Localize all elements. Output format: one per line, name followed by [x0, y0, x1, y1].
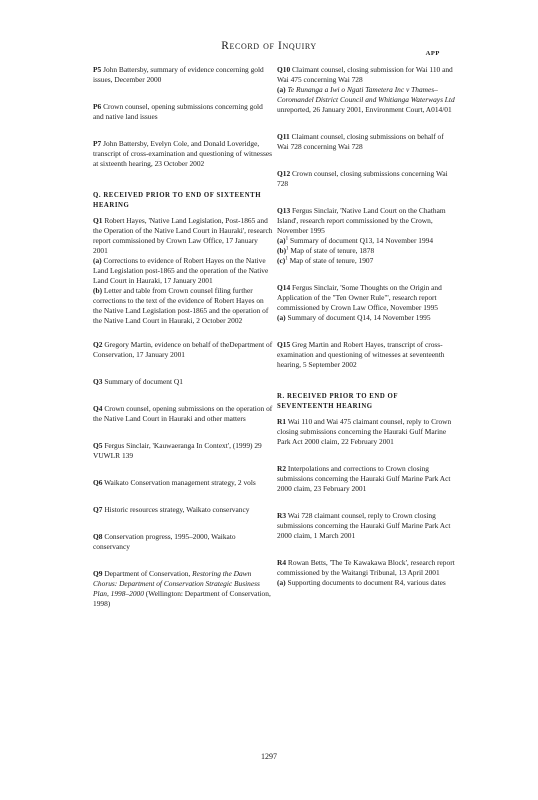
case-name-italic: Te Runanga a Iwi o Ngati Tametera Inc v Thames–Coromandel District Council and Whitianga Waterways Ltd — [277, 85, 455, 104]
sub-entry-text: Map of state of tenure, 1907 — [289, 256, 374, 265]
entry-text: Crown counsel, opening submissions on the operation of the Native Land Court in Hauraki and other matters — [93, 404, 273, 423]
sub-entry-text: Summary of document Q13, 14 November 1994 — [289, 236, 434, 245]
sub-label: (c) — [277, 256, 286, 265]
sub-entry-text: Map of state of tenure, 1878 — [290, 246, 375, 255]
entry-number: Q7 — [93, 505, 103, 514]
sub-label: (a) — [93, 256, 102, 265]
entry-text: Rowan Betts, 'The Te Kawakawa Block', research report commissioned by the Waitangi Tribunal, 13 April 2001 — [277, 558, 455, 577]
entry-text: Fergus Sinclair, 'Kauwaeranga In Context', (1999) 29 VUWLR 139 — [93, 441, 262, 460]
sub-label: (a) — [277, 313, 286, 322]
page-header-tag: APP — [425, 50, 440, 57]
entry-text: Interpolations and corrections to Crown closing submissions concerning the Hauraki Gulf Marine Park Act 2000 claim, 23 February 2001 — [277, 464, 451, 493]
section-heading-r: R. RECEIVED PRIOR TO END OF SEVENTEENTH HEARING — [277, 393, 398, 410]
page-header-title: Record of Inquiry — [221, 40, 317, 52]
entry-text: Crown counsel, closing submissions concerning Wai 728 — [277, 169, 448, 188]
entry-q2 — [93, 340, 273, 360]
entry-number: R4 — [277, 558, 287, 567]
entry-p5 — [93, 65, 273, 85]
entry-number: Q11 — [277, 132, 290, 141]
sub-entry-text: Summary of document Q14, 14 November 1995 — [287, 313, 431, 322]
entry-r2 — [277, 464, 457, 494]
entry-number: R3 — [277, 511, 287, 520]
entry-number: Q1 — [93, 216, 103, 225]
entry-text: Claimant counsel, closing submissions on behalf of Wai 728 concerning Wai 728 — [277, 132, 444, 151]
entry-number: P7 — [93, 139, 102, 148]
entry-q13 — [277, 206, 457, 266]
sub-label: (b) — [93, 286, 103, 295]
entry-q4 — [93, 404, 273, 424]
entry-r1 — [277, 417, 457, 447]
footnote-marker: 1 — [286, 246, 289, 252]
entry-number: Q12 — [277, 169, 291, 178]
entry-number: Q3 — [93, 377, 103, 386]
entry-text: Conservation progress, 1995–2000, Waikato conservancy — [93, 532, 236, 551]
entry-text: Wai 728 claimant counsel, reply to Crown closing submissions concerning the Hauraki Gulf Marine Park Act 2000 claim, 1 March 2001 — [277, 511, 451, 540]
entry-text-after: (Wellington: Department of Conservation, 1998) — [93, 589, 271, 608]
entry-number: P6 — [93, 102, 102, 111]
entry-number: Q6 — [93, 478, 103, 487]
entry-q15 — [277, 340, 457, 370]
entry-number: Q2 — [93, 340, 103, 349]
entry-text: Fergus Sinclair, 'Native Land Court on the Chatham Island', research report commissioned by the Crown, November 1995 — [277, 206, 446, 235]
entry-q9 — [93, 569, 273, 609]
entry-q10 — [277, 65, 457, 115]
entry-number: Q10 — [277, 65, 291, 74]
entry-q1 — [93, 216, 273, 326]
sub-entry-text: Supporting documents to document R4, various dates — [287, 578, 446, 587]
entry-number: Q8 — [93, 532, 103, 541]
entry-number: R1 — [277, 417, 287, 426]
entry-q3 — [93, 377, 273, 387]
sub-label: (b) — [277, 246, 287, 255]
entry-text: Summary of document Q1 — [104, 377, 183, 386]
entry-number: Q13 — [277, 206, 291, 215]
entry-q12 — [277, 169, 457, 189]
entry-q6 — [93, 478, 273, 488]
section-heading-q: Q. RECEIVED PRIOR TO END OF SIXTEENTH HEARING — [93, 192, 262, 209]
entry-number: P5 — [93, 65, 102, 74]
footnote-marker: 1 — [285, 256, 288, 262]
entry-number: Q9 — [93, 569, 103, 578]
entry-text: Fergus Sinclair, 'Some Thoughts on the Origin and Application of the "Ten Owner Rule"', research report commissioned by Crown Law Office, November 1995 — [277, 283, 442, 312]
page-number: 1297 — [261, 752, 277, 761]
entry-text: Waikato Conservation management strategy, 2 vols — [104, 478, 256, 487]
entry-number: Q14 — [277, 283, 291, 292]
sub-label: (a) — [277, 85, 286, 94]
entry-text: Wai 110 and Wai 475 claimant counsel, reply to Crown closing submissions concerning the Hauraki Gulf Marine Park Act 2000 claim, 22 February 2001 — [277, 417, 452, 446]
entry-q11 — [277, 132, 457, 152]
entry-number: Q4 — [93, 404, 103, 413]
entry-text: Crown counsel, opening submissions concerning gold and native land issues — [93, 102, 263, 121]
entry-q5 — [93, 441, 273, 461]
entry-p6 — [93, 102, 273, 122]
entry-r3 — [277, 511, 457, 541]
entry-text: John Battersby, summary of evidence concerning gold issues, December 2000 — [93, 65, 264, 84]
right-column — [277, 65, 457, 605]
entry-title-italic: Restoring the Dawn Chorus: Department of Conservation Strategic Business Plan, 1998–2000 — [93, 569, 260, 598]
entry-q7 — [93, 505, 273, 515]
entry-number: Q15 — [277, 340, 291, 349]
entry-text: Gregory Martin, evidence on behalf of theDepartment of Conservation, 17 January 2001 — [93, 340, 273, 359]
sub-label: (a) — [277, 578, 286, 587]
footnote-marker: 1 — [285, 236, 289, 242]
entry-text: Claimant counsel, closing submission for Wai 110 and Wai 475 concerning Wai 728 — [277, 65, 453, 84]
entry-number: Q5 — [93, 441, 103, 450]
entry-text: John Battersby, Evelyn Cole, and Donald Loveridge, transcript of cross-examination and questioning of witnesses at sixteenth hearing, 23 October 2002 — [93, 139, 272, 168]
sub-label: (a) — [277, 236, 286, 245]
sub-entry-text: Letter and table from Crown counsel filing further corrections to the text of the evidence of Robert Hayes on the Native Land Legislation post-1865 and the operation of the Native Land Court in Hauraki, 2 October 2002 — [93, 286, 269, 325]
sub-entry-text: Corrections to evidence of Robert Hayes on the Native Land Legislation post-1865 and the operation of the Native Land Court in Hauraki, 17 January 2001 — [93, 256, 269, 285]
entry-q8 — [93, 532, 273, 552]
entry-text: Department of Conservation, — [104, 569, 193, 578]
entry-r4 — [277, 558, 457, 588]
entry-number: R2 — [277, 464, 287, 473]
entry-p7 — [93, 139, 273, 169]
entry-text: Robert Hayes, 'Native Land Legislation, Post-1865 and the Operation of the Native Land Court in Hauraki', research report commissioned by Crown Law Office, 17 January 2001 — [93, 216, 273, 255]
entry-q14 — [277, 283, 457, 323]
left-column — [93, 65, 273, 626]
entry-text: Historic resources strategy, Waikato conservancy — [104, 505, 250, 514]
sub-entry-text: unreported, 26 January 2001, Environment Court, A014/01 — [277, 105, 452, 114]
entry-text: Greg Martin and Robert Hayes, transcript of cross-examination and questioning of witnesses at seventeenth hearing, 5 September 2002 — [277, 340, 445, 369]
